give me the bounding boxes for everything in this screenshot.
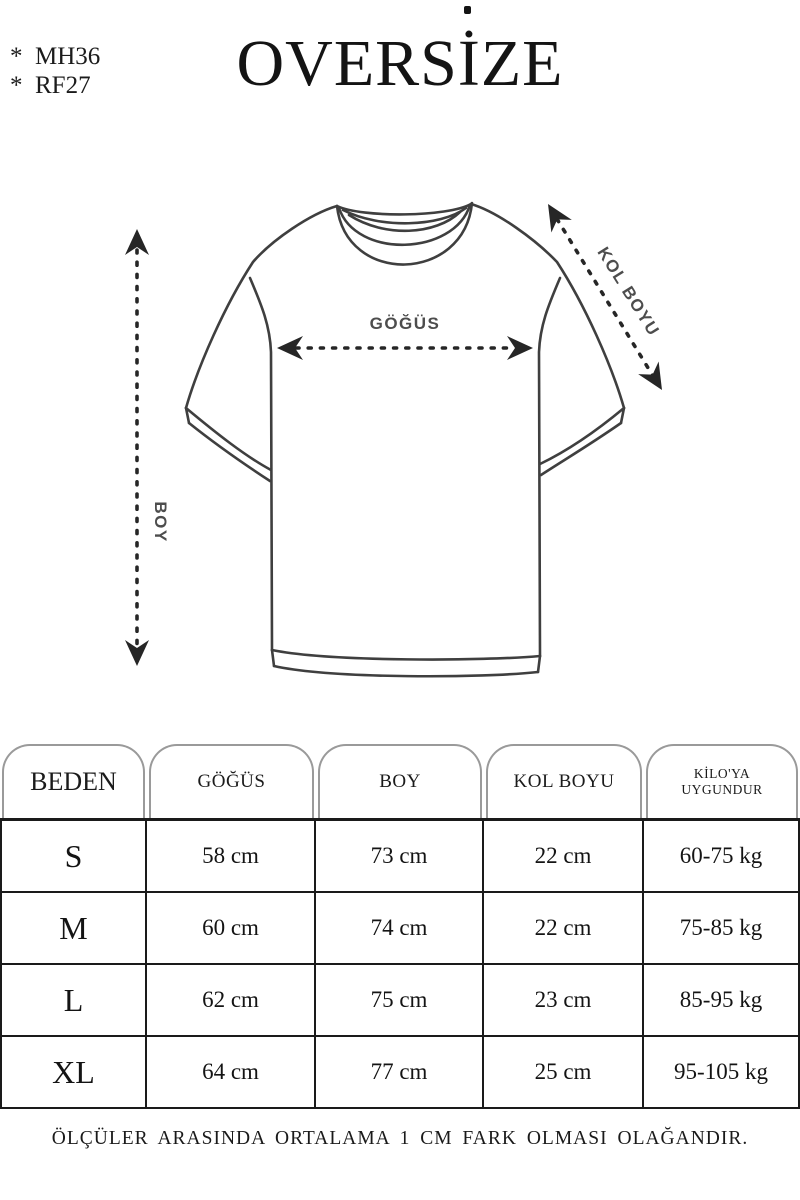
size-table-body (0, 818, 800, 1109)
page-title: OVERSİZE (236, 27, 564, 100)
cell-chest: 60 cm (147, 893, 316, 965)
cell-size: S (0, 821, 147, 893)
tshirt-outline-icon (186, 203, 624, 676)
chest-measure-label: GÖĞÜS (369, 314, 441, 333)
cell-size: XL (0, 1037, 147, 1109)
chest-measure-arrow-icon (277, 336, 533, 360)
tolerance-footnote: ÖLÇÜLER ARASINDA ORTALAMA 1 CM FARK OLMASI OLAĞANDIR. (51, 1128, 749, 1149)
size-table (0, 744, 800, 1109)
column-header-boy: BOY (318, 744, 482, 818)
length-measure-arrow-icon (125, 229, 149, 666)
cell-length: 77 cm (316, 1037, 484, 1109)
cell-weight: 85-95 kg (644, 965, 800, 1037)
column-header-kiloya-uygundur: KİLO'YA UYGUNDUR (646, 744, 798, 818)
cell-sleeve: 22 cm (484, 893, 644, 965)
column-header-kol-boyu: KOL BOYU (486, 744, 642, 818)
product-codes (10, 42, 100, 100)
cell-length: 75 cm (316, 965, 484, 1037)
cell-weight: 95-105 kg (644, 1037, 800, 1109)
size-table-header (0, 744, 800, 818)
sleeve-measure-arrow-icon (538, 198, 672, 397)
cell-size: L (0, 965, 147, 1037)
title-accent-dot (464, 6, 471, 14)
tshirt-measurement-diagram (0, 150, 800, 735)
cell-sleeve: 25 cm (484, 1037, 644, 1109)
cell-chest: 64 cm (147, 1037, 316, 1109)
cell-weight: 60-75 kg (644, 821, 800, 893)
cell-sleeve: 23 cm (484, 965, 644, 1037)
cell-size: M (0, 893, 147, 965)
cell-sleeve: 22 cm (484, 821, 644, 893)
cell-length: 73 cm (316, 821, 484, 893)
sleeve-measure-label: KOL BOYU (593, 243, 664, 340)
cell-length: 74 cm (316, 893, 484, 965)
column-header-gogus: GÖĞÜS (149, 744, 314, 818)
cell-chest: 58 cm (147, 821, 316, 893)
cell-chest: 62 cm (147, 965, 316, 1037)
length-measure-label: BOY (151, 501, 170, 543)
cell-weight: 75-85 kg (644, 893, 800, 965)
product-code-line: * MH36 (10, 43, 101, 70)
product-code-line: * RF27 (10, 72, 91, 99)
column-header-beden: BEDEN (2, 744, 145, 818)
